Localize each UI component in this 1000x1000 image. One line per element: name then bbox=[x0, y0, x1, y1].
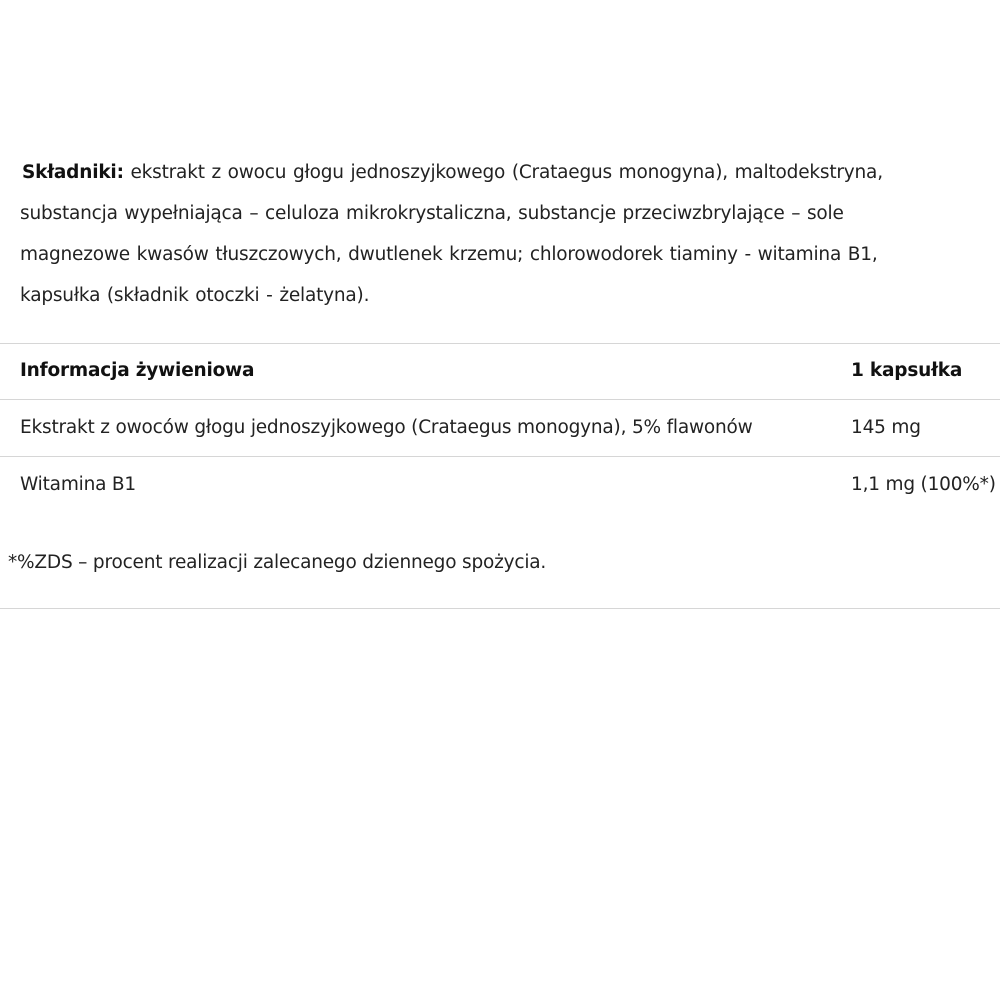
ingredients-text-1: ekstrakt z owocu głogu jednoszyjkowego (Crataegus monogyna), maltodekstryna, bbox=[130, 162, 883, 183]
nutrient-name: Ekstrakt z owoców głogu jednoszyjkowego (Crataegus monogyna), 5% flawonów bbox=[20, 417, 753, 438]
nutrition-header-name: Informacja żywieniowa bbox=[20, 360, 255, 381]
nutrient-name: Witamina B1 bbox=[20, 474, 136, 495]
divider bbox=[0, 608, 1000, 609]
divider bbox=[0, 399, 1000, 400]
nutrient-value: 145 mg bbox=[851, 417, 921, 438]
ingredients-line-4: kapsułka (składnik otoczki - żelatyna). bbox=[20, 285, 370, 306]
divider bbox=[0, 456, 1000, 457]
ingredients-line-3: magnezowe kwasów tłuszczowych, dwutlenek krzemu; chlorowodorek tiaminy - witamina B1, bbox=[20, 244, 878, 265]
ingredients-line-1 bbox=[20, 152, 980, 193]
footnote: *%ZDS – procent realizacji zalecanego dziennego spożycia. bbox=[8, 552, 547, 573]
ingredients-label: Składniki: bbox=[22, 162, 124, 183]
nutrition-header-value: 1 kapsułka bbox=[851, 360, 963, 381]
divider bbox=[0, 343, 1000, 344]
ingredients-line-2: substancja wypełniająca – celuloza mikrokrystaliczna, substancje przeciwzbrylające – sole bbox=[20, 203, 844, 224]
ingredients-section bbox=[20, 152, 980, 316]
nutrient-value: 1,1 mg (100%*) bbox=[851, 474, 996, 495]
